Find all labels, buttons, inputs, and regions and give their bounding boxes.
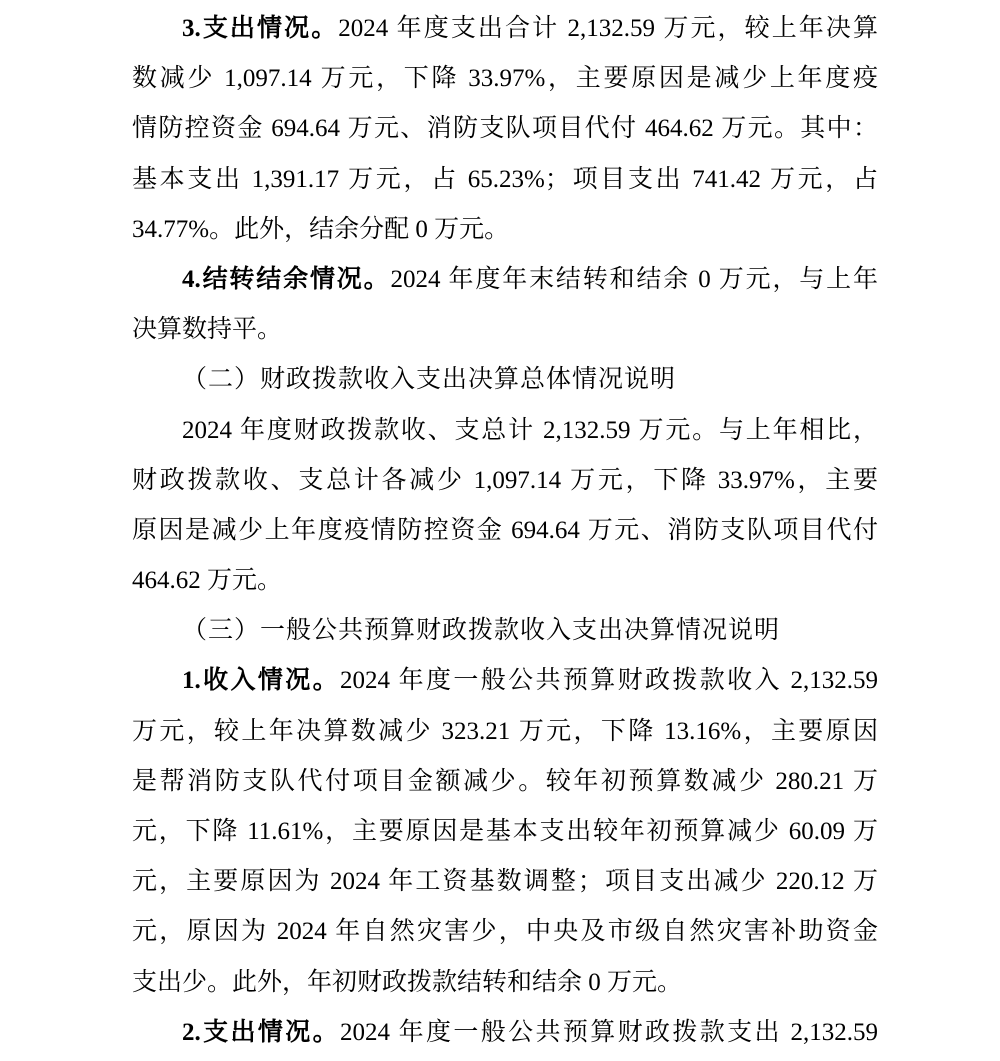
para-4-carryover-balance (132, 255, 878, 355)
text-line: 元，下降 11.61%，主要原因是基本支出较年初预算减少 60.09 万 (132, 818, 878, 845)
text-line: 情防控资金 694.64 万元、消防支队项目代付 464.62 万元。其中： (132, 115, 878, 143)
heading-section-2-fiscal-appropriation-overall (132, 355, 878, 405)
heading-section-3-general-public-budget (132, 606, 878, 656)
para-2-expenditure (132, 1008, 878, 1058)
paragraph-lead-bold: 2.支出情况。 (182, 1018, 340, 1046)
text-line: 元，主要原因为 2024 年工资基数调整；项目支出减少 220.12 万 (132, 868, 878, 896)
text-line: 34.77%。此外，结余分配 0 万元。 (132, 215, 510, 243)
text-line: 万元，较上年决算数减少 323.21 万元，下降 13.16%，主要原因 (132, 717, 878, 745)
text-line: 决算数持平。 (132, 316, 283, 344)
text-line: 元，原因为 2024 年自然灾害少，中央及市级自然灾害补助资金 (132, 918, 878, 946)
para-3-expenditure-overall (132, 4, 878, 255)
text-line: 原因是减少上年度疫情防控资金 694.64 万元、消防支队项目代付 (132, 516, 878, 544)
text-line: 是帮消防支队代付项目金额减少。较年初预算数减少 280.21 万 (132, 767, 878, 795)
text-line (132, 656, 878, 706)
document-body (132, 4, 878, 1058)
paragraph-text: 2024 年度支出合计 2,132.59 万元，较上年决算 (338, 15, 878, 42)
text-line: 财政拨款收、支总计各减少 1,097.14 万元，下降 33.97%，主要 (132, 466, 878, 494)
text-line: 464.62 万元。 (132, 567, 283, 595)
text-line: （二）财政拨款收入支出决算总体情况说明 (182, 366, 677, 394)
paragraph-lead-bold: 1.收入情况。 (182, 667, 340, 695)
para-1-income (132, 656, 878, 1007)
paragraph-lead-bold: 3.支出情况。 (182, 15, 339, 42)
para-fiscal-appropriation-total (132, 406, 878, 607)
text-line: 2024 年度财政拨款收、支总计 2,132.59 万元。与上年相比， (182, 416, 878, 444)
paragraph-text: 2024 年度年末结转和结余 0 万元，与上年 (390, 265, 878, 293)
text-line (132, 255, 878, 305)
text-line: 数减少 1,097.14 万元，下降 33.97%，主要原因是减少上年度疫 (132, 65, 878, 93)
text-line: （三）一般公共预算财政拨款收入支出决算情况说明 (182, 617, 781, 645)
text-line: 支出少。此外，年初财政拨款结转和结余 0 万元。 (132, 968, 683, 996)
paragraph-text: 2024 年度一般公共预算财政拨款支出 2,132.59 (340, 1018, 878, 1046)
paragraph-lead-bold: 4.结转结余情况。 (182, 265, 391, 293)
text-line (132, 4, 878, 54)
paragraph-text: 2024 年度一般公共预算财政拨款收入 2,132.59 (340, 667, 878, 695)
text-line (132, 1008, 878, 1058)
text-line: 基本支出 1,391.17 万元，占 65.23%；项目支出 741.42 万元，占 (132, 165, 878, 193)
